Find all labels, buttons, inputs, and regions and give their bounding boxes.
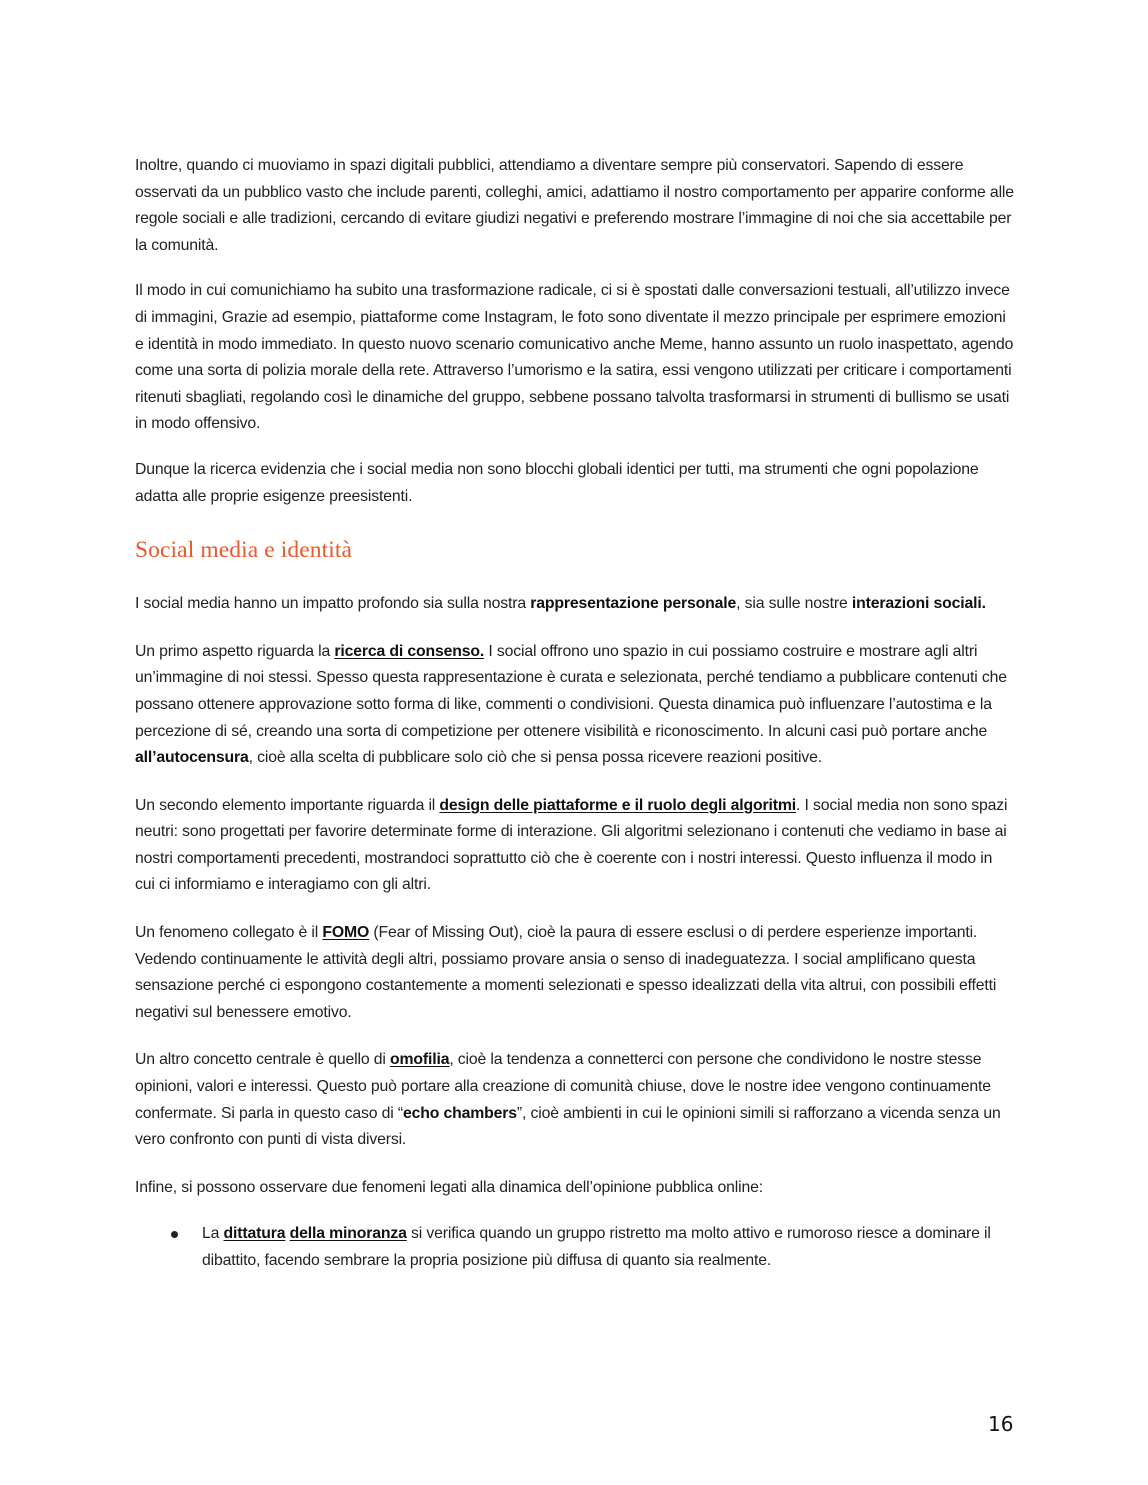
paragraph-visual-communication: Il modo in cui comunichiamo ha subito una trasformazione radicale, ci si è spostati dalle conversazioni testuali, all’utilizzo invece di immagini, Grazie ad esempio, piattaforme come Instagram, le foto sono diventate il mezzo principale per esprimere emozioni e identità in modo immediato. In questo nuovo scenario comunicativo anche Meme, hanno assunto un ruolo inaspettato, agendo come una sorta di polizia morale della rete. Attraverso l’umorismo e la satira, essi vengono utilizzati per criticare i comportamenti ritenuti sbagliati, regolando così le dinamiche del gruppo, sebbene possano talvolta trasformarsi in strumenti di bullismo se usati in modo offensivo. [135, 282, 1014, 433]
bullet-icon [171, 1231, 178, 1238]
paragraph-design-algoritmi: Un secondo elemento importante riguarda il design delle piattaforme e il ruolo degli algoritmi. I social media non sono spazi neutri: sono progettati per favorire determinate forme di interazione. Gli algoritmi selezionano i contenuti che vediamo in base ai nostri comportamenti precedenti, mostrandoci soprattutto ciò che è coerente con i nostri interessi. Questo influenza il modo in cui ci informiamo e interagiamo con gli altri. [135, 796, 1008, 894]
link-ricerca-di-consenso[interactable]: ricerca di consenso. [334, 642, 485, 660]
paragraph-conservatism: Inoltre, quando ci muoviamo in spazi digitali pubblici, attendiamo a diventare sempre più conservatori. Sapendo di essere osservati da un pubblico vasto che include parenti, colleghi, amici, adattiamo il nostro comportamento per apparire conforme alle regole sociali e alle tradizioni, cercando di evitare giudizi negativi e preferendo mostrare l’immagine di noi che sia accettabile per la comunità. [135, 157, 1014, 254]
paragraph-omofilia: Un altro concetto centrale è quello di omofilia, cioè la tendenza a connetterci con persone che condividono le nostre stesse opinioni, valori e interessi. Questo può portare alla creazione di comunità chiuse, dove le nostre idee vengono continuamente confermate. Si parla in questo caso di “echo chambers”, cioè ambienti in cui le opinioni simili si rafforzano a vicenda senza un vero confronto con punti di vista diversi. [135, 1051, 1001, 1149]
paragraph-ricerca-consenso: Un primo aspetto riguarda la ricerca di consenso. I social offrono uno spazio in cui possiamo costruire e mostrare agli altri un’immagine di noi stessi. Spesso questa rappresentazione è curata e selezionata, perché tendiamo a pubblicare contenuti che possano ottenere approvazione sotto forma di like, commenti o condivisioni. Questa dinamica può influenzare l’autostima e la percezione di sé, creando una sorta di competizione per ottenere visibilità e riconoscimento. In alcuni casi può portare anche all’autocensura, cioè alla scelta di pubblicare solo ciò che si pensa possa ricevere reazioni positive. [135, 642, 1007, 767]
page-content [135, 153, 1015, 1275]
link-omofilia[interactable]: omofilia [389, 1051, 450, 1069]
list-item: La dittatura della minoranza si verifica quando un gruppo ristretto ma molto attivo e rumoroso riesce a dominare il dibattito, facendo sembrare la propria posizione più diffusa di quanto sia realmente. [135, 1221, 1015, 1274]
link-fomo[interactable]: FOMO [322, 924, 370, 942]
link-dittatura[interactable]: dittatura [223, 1225, 286, 1243]
term-interazioni-sociali: interazioni sociali. [851, 595, 986, 613]
paragraph-infine: Infine, si possono osservare due fenomeni legati alla dinamica dell’opinione pubblica online: [135, 1178, 763, 1196]
section-heading: Social media e identità [135, 537, 352, 564]
paragraph-fomo: Un fenomeno collegato è il FOMO (Fear of Missing Out), cioè la paura di essere esclusi o di perdere esperienze importanti. Vedendo continuamente le attività degli altri, possiamo provare ansia o senso di inadeguatezza. I social amplificano questa sensazione perché ci espongono costantemente a momenti selezionati e spesso idealizzati della vita altrui, con possibili effetti negativi sul benessere emotivo. [135, 924, 997, 1021]
link-della-minoranza[interactable]: della minoranza [289, 1225, 407, 1243]
link-design-piattaforme[interactable]: design delle piattaforme e il ruolo degli algoritmi [439, 796, 797, 814]
term-echo-chambers: echo chambers [402, 1104, 517, 1122]
term-autocensura: all’autocensura [135, 749, 249, 767]
paragraph-research-conclusion: Dunque la ricerca evidenzia che i social media non sono blocchi globali identici per tutti, ma strumenti che ogni popolazione adatta alle proprie esigenze preesistenti. [135, 460, 979, 505]
page-number: 16 [988, 1412, 1014, 1436]
paragraph-section-intro: I social media hanno un impatto profondo sia sulla nostra rappresentazione personale, sia sulle nostre interazioni sociali. [135, 595, 986, 613]
bullet-list [135, 1221, 1015, 1274]
term-rappresentazione-personale: rappresentazione personale [530, 595, 737, 613]
